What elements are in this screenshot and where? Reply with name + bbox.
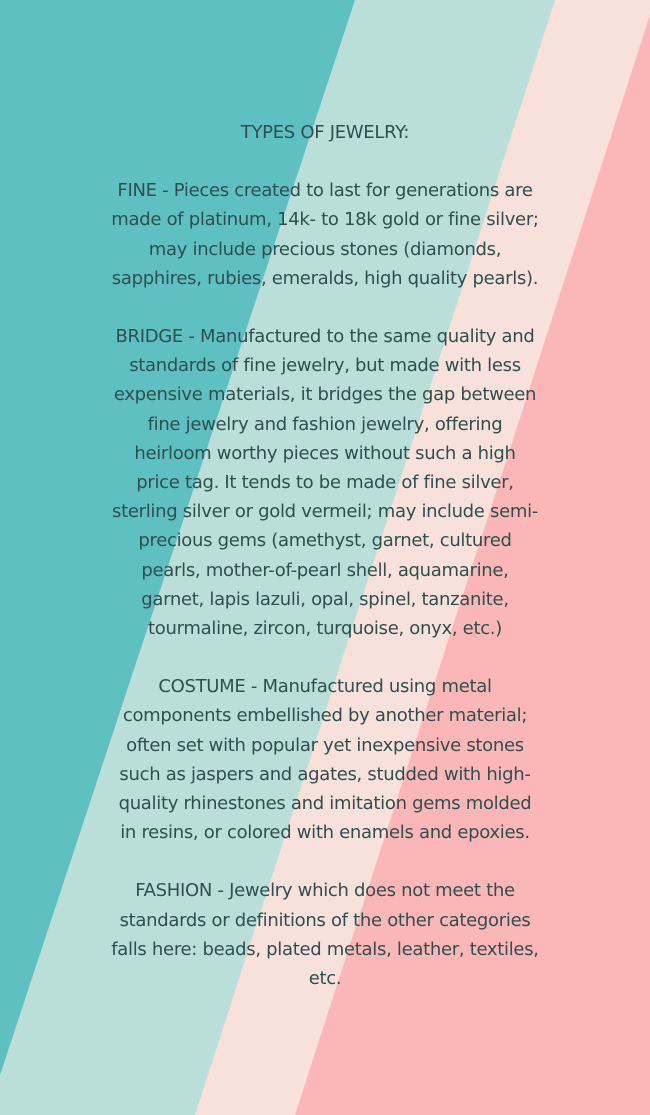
section-costume: COSTUME - Manufactured using metal components embellished by another material; often set with popular yet inexpensive stones such as jaspers and agates, studded with high-quality rhinestones and imitation gems molded in resins, or colored with enamels and epoxies. [118, 676, 532, 844]
section-bridge: BRIDGE - Manufactured to the same quality and standards of fine jewelry, but made with less expensive materials, it bridges the gap between fine jewelry and fashion jewelry, offering heirloom worthy pieces without such a high price tag. It tends to be made of fine silver, sterling silver or gold vermeil; may include semi-precious gems (amethyst, garnet, cultured pearls, mother-of-pearl shell, aquamarine, garnet, lapis lazuli, opal, spinel, tanzanite, tourmaline, zircon, turquoise, onyx, etc.) [112, 326, 538, 640]
page-title: TYPES OF JEWELRY: [240, 122, 410, 143]
jewelry-types-text [0, 118, 650, 1022]
section-fine: FINE - Pieces created to last for generations are made of platinum, 14k- to 18k gold or fine silver; may include precious stones (diamonds, sapphires, rubies, emeralds, high quality pearls). [111, 180, 539, 289]
section-fashion: FASHION - Jewelry which does not meet the standards or definitions of the other categories falls here: beads, plated metals, leather, textiles, etc. [111, 880, 539, 990]
